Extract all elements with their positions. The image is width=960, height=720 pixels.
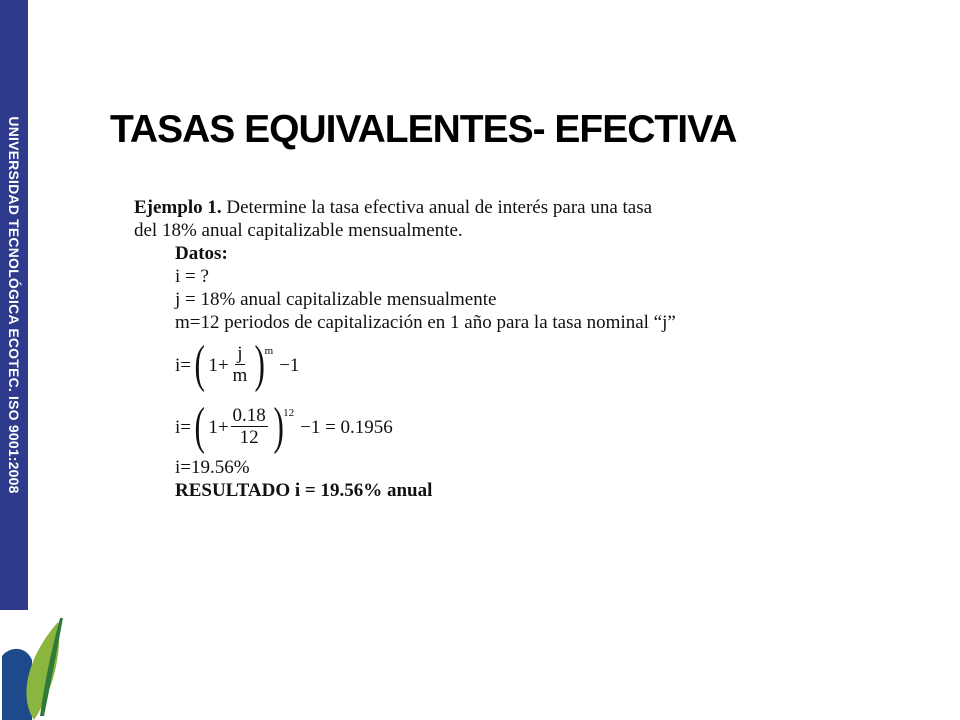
formula2-numerator: 0.18 xyxy=(232,404,266,426)
formula2-one: 1+ xyxy=(208,416,229,438)
datos-block xyxy=(175,242,794,502)
formula1-tail: −1 xyxy=(279,354,300,376)
formula2-fraction xyxy=(231,406,268,449)
example-content xyxy=(134,196,794,502)
datos-heading: Datos: xyxy=(175,243,228,264)
datos-m: m=12 periodos de capitalización en 1 año para la tasa nominal “j” xyxy=(175,312,676,333)
page-title: TASAS EQUIVALENTES- EFECTIVA xyxy=(110,108,737,151)
formula1-denominator: m xyxy=(232,364,248,386)
formula2-open-paren: ( xyxy=(194,398,205,455)
formula1-one: 1+ xyxy=(208,354,229,376)
sidebar-text: UNIVERSIDAD TECNOLÓGICA ECOTEC. ISO 9001:2008 xyxy=(6,116,22,494)
formula-general xyxy=(175,336,794,394)
example-label: Ejemplo 1. xyxy=(134,197,222,218)
formula2-lhs: i= xyxy=(175,416,191,438)
formula2-tail: −1 = 0.1956 xyxy=(300,416,393,438)
datos-i: i = ? xyxy=(175,266,209,287)
formula2-exponent: 12 xyxy=(283,407,295,419)
datos-j: j = 18% anual capitalizable mensualmente xyxy=(175,289,497,310)
formula1-numerator: j xyxy=(237,342,243,364)
result-percent: i=19.56% xyxy=(175,457,250,478)
example-text-1: Determine la tasa efectiva anual de interés para una tasa xyxy=(221,197,653,218)
ecotec-logo xyxy=(0,616,70,720)
formula-applied xyxy=(175,398,794,456)
formula1-fraction xyxy=(231,344,250,387)
formula1-close-paren: ) xyxy=(254,336,266,393)
sidebar-banner xyxy=(0,0,28,610)
example-line-2: del 18% anual capitalizable mensualmente. xyxy=(134,220,463,241)
formula2-close-paren: ) xyxy=(273,398,284,455)
formula1-exponent: m xyxy=(264,345,274,357)
result-line: RESULTADO i = 19.56% anual xyxy=(175,480,433,501)
example-line-1 xyxy=(134,196,794,219)
formula1-open-paren: ( xyxy=(194,336,205,393)
formula2-denominator: 12 xyxy=(239,426,259,448)
formula1-lhs: i= xyxy=(175,354,191,376)
